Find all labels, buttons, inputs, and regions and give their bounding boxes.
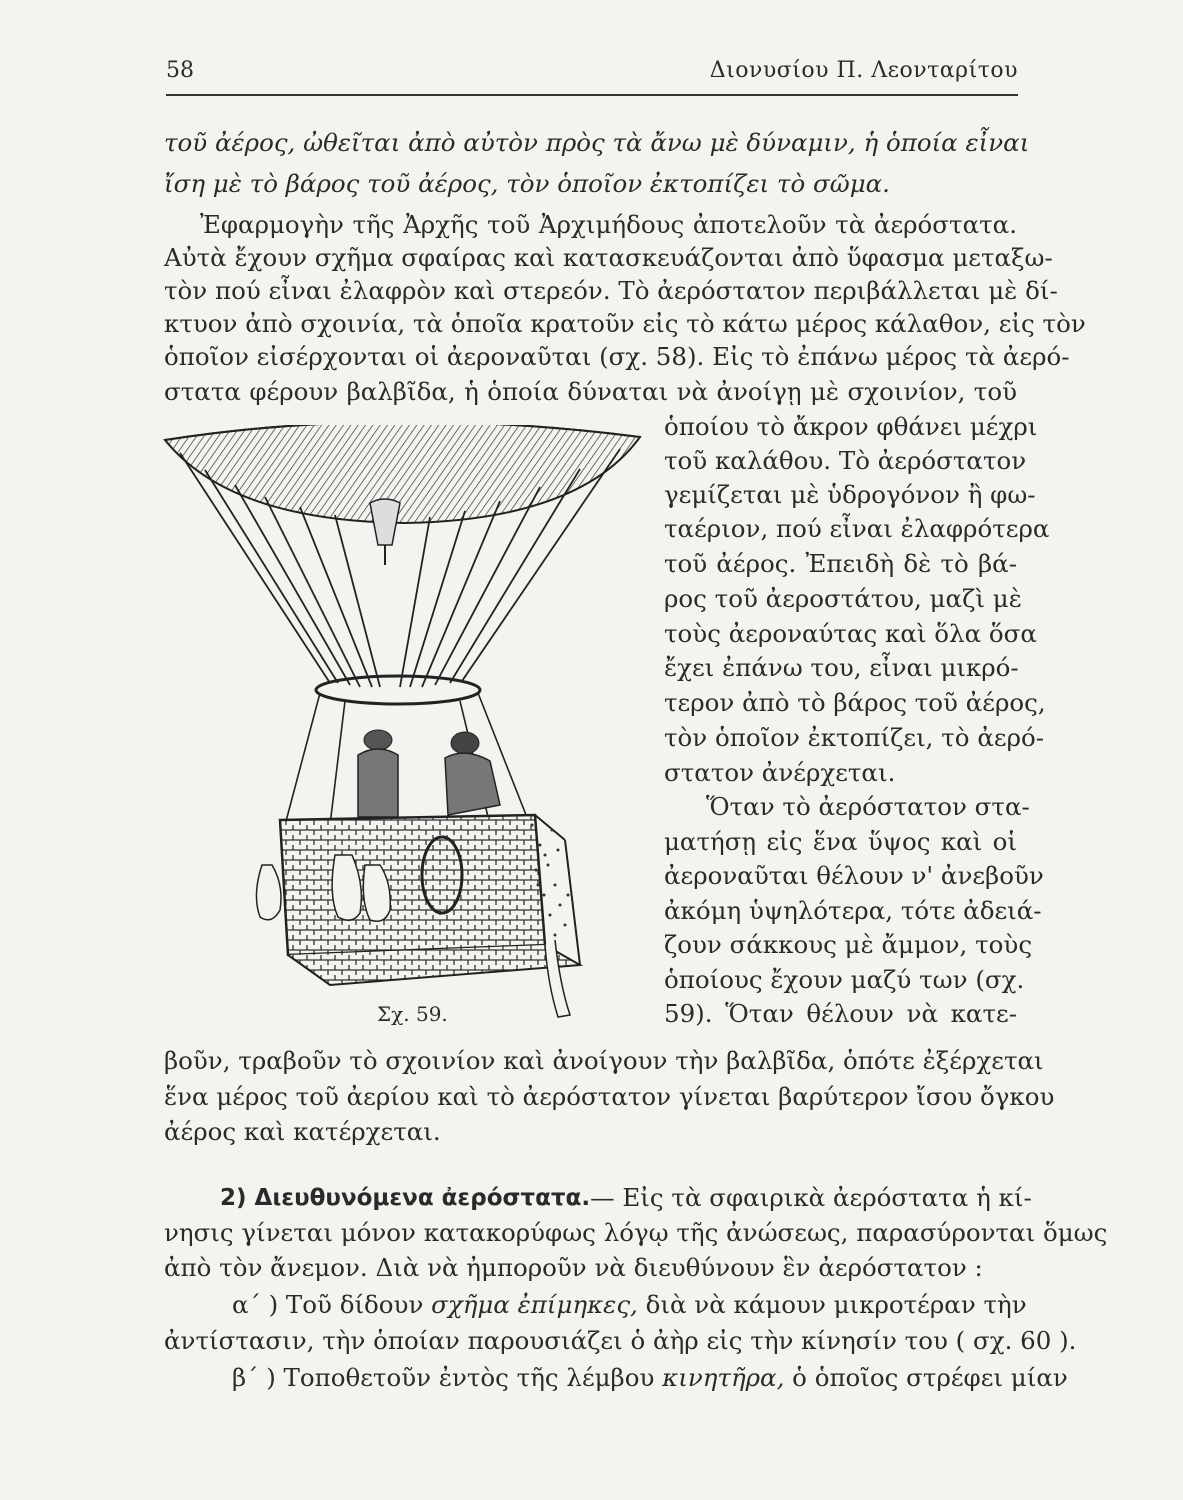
text-line: κτυον ἀπὸ σχοινία, τὰ ὁποῖα κρατοῦν εἰς τὸ κάτω μέρος κάλαθον, εἰς τὸν xyxy=(164,309,1086,338)
column-line: γεμίζεται μὲ ὑδρογόνον ἢ φω- xyxy=(664,480,1036,509)
column-line: ρος τοῦ ἀεροστάτου, μαζὶ μὲ xyxy=(664,584,1022,613)
text-line: Αὐτὰ ἔχουν σχῆμα σφαίρας καὶ κατασκευάζονται ἀπὸ ὕφασμα μεταξω- xyxy=(164,243,1053,272)
column-line: τοὺς ἀεροναύτας καὶ ὅλα ὅσα xyxy=(664,619,1037,648)
list-item-b-text-end: ὁ ὁποῖος στρέφει μίαν xyxy=(784,1363,1068,1392)
balloon-illustration xyxy=(160,425,660,1045)
column-line: ταέριον, πού εἶναι ἐλαφρότερα xyxy=(664,514,1050,543)
text-line: ἀντίστασιν, τὴν ὁποίαν παρουσιάζει ὁ ἀὴρ εἰς τὴν κίνησίν του ( σχ. 60 ). xyxy=(164,1326,1077,1355)
text-line: ἴση μὲ τὸ βάρος τοῦ ἀέρος, τὸν ὁποῖον ἐκτοπίζει τὸ σῶμα. xyxy=(164,169,890,198)
text-line: νησις γίνεται μόνον κατακορύφως λόγῳ τῆς ἀνώσεως, παρασύρονται ὅμως xyxy=(164,1218,1108,1247)
page-header xyxy=(166,58,1018,92)
header-rule xyxy=(166,94,1018,96)
text-line: βοῦν, τραβοῦν τὸ σχοινίον καὶ ἀνοίγουν τὴν βαλβῖδα, ὁπότε ἐξέρχεται xyxy=(164,1046,1044,1075)
list-item-a xyxy=(232,1290,1027,1320)
section-heading-line xyxy=(220,1183,1032,1213)
text-line: ἀπὸ τὸν ἄνεμον. Διὰ νὰ ἠμποροῦν νὰ διευθύνουν ἓν ἀερόστατον : xyxy=(164,1253,983,1282)
section-heading-continuation: — Εἰς τὰ σφαιρικὰ ἀερόστατα ἡ κί- xyxy=(590,1183,1032,1212)
list-item-b-emphasis: κινητῆρα, xyxy=(662,1363,785,1392)
column-line: τερον ἀπὸ τὸ βάρος τοῦ ἀέρος, xyxy=(664,688,1046,717)
column-line: ἀκόμη ὑψηλότερα, τότε ἀδειά- xyxy=(664,896,1042,925)
column-line: ὁποίου τὸ ἄκρον φθάνει μέχρι xyxy=(664,412,1038,441)
text-line: ὁποῖον εἰσέρχονται οἱ ἀεροναῦται (σχ. 58). Εἰς τὸ ἐπάνω μέρος τὰ ἀερό- xyxy=(164,342,1070,371)
running-head: Διονυσίου Π. Λεονταρίτου xyxy=(709,58,1018,83)
column-line: ὁποίους ἔχουν μαζύ των (σχ. xyxy=(664,965,1025,994)
text-line: ἀέρος καὶ κατέρχεται. xyxy=(164,1117,441,1146)
column-line: τοῦ ἀέρος. Ἐπειδὴ δὲ τὸ βά- xyxy=(664,549,1017,578)
column-line: ἔχει ἐπάνω του, εἶναι μικρό- xyxy=(664,653,1019,682)
balloon-figure xyxy=(160,425,660,1045)
column-line: τὸν ὁποῖον ἐκτοπίζει, τὸ ἀερό- xyxy=(664,723,1045,752)
column-line: ζουν σάκκους μὲ ἄμμον, τοὺς xyxy=(664,930,1033,959)
list-item-a-text-end: διὰ νὰ κάμουν μικροτέραν τὴν xyxy=(637,1290,1027,1319)
text-line: στατα φέρουν βαλβῖδα, ἡ ὁποία δύναται νὰ ἀνοίγῃ μὲ σχοινίον, τοῦ xyxy=(164,377,1017,406)
list-item-a-text: α΄ ) Τοῦ δίδουν xyxy=(232,1290,432,1319)
text-line: ἕνα μέρος τοῦ ἀερίου καὶ τὸ ἀερόστατον γίνεται βαρύτερον ἴσου ὄγκου xyxy=(164,1082,1055,1111)
column-line: τοῦ καλάθου. Τὸ ἀερόστατον xyxy=(664,446,1027,475)
column-line: ματήσῃ εἰς ἕνα ὕψος καὶ οἱ xyxy=(664,827,1017,856)
section-heading: 2) Διευθυνόμενα ἀερόστατα. xyxy=(220,1185,591,1211)
page-number: 58 xyxy=(166,58,194,83)
list-item-b xyxy=(232,1363,1068,1393)
column-line: ἀεροναῦται θέλουν ν' ἀνεβοῦν xyxy=(664,861,1044,890)
figure-caption: Σχ. 59. xyxy=(377,1002,448,1026)
list-item-b-text: β΄ ) Τοποθετοῦν ἐντὸς τῆς λέμβου xyxy=(232,1363,663,1392)
text-line: Ἐφαρμογὴν τῆς Ἀρχῆς τοῦ Ἀρχιμήδους ἀποτελοῦν τὰ ἀερόστατα. xyxy=(200,210,1017,239)
column-line: 59). Ὅταν θέλουν νὰ κατε- xyxy=(664,999,1017,1028)
column-line: στατον ἀνέρχεται. xyxy=(664,758,896,787)
list-item-a-emphasis: σχῆμα ἐπίμηκες, xyxy=(431,1290,638,1319)
text-line: τοῦ ἀέρος, ὠθεῖται ἀπὸ αὐτὸν πρὸς τὰ ἄνω μὲ δύναμιν, ἡ ὁποία εἶναι xyxy=(164,128,1030,157)
column-line: Ὅταν τὸ ἀερόστατον στα- xyxy=(706,792,1030,821)
text-line: τὸν πού εἶναι ἐλαφρὸν καὶ στερεόν. Τὸ ἀερόστατον περιβάλλεται μὲ δί- xyxy=(164,276,1058,305)
